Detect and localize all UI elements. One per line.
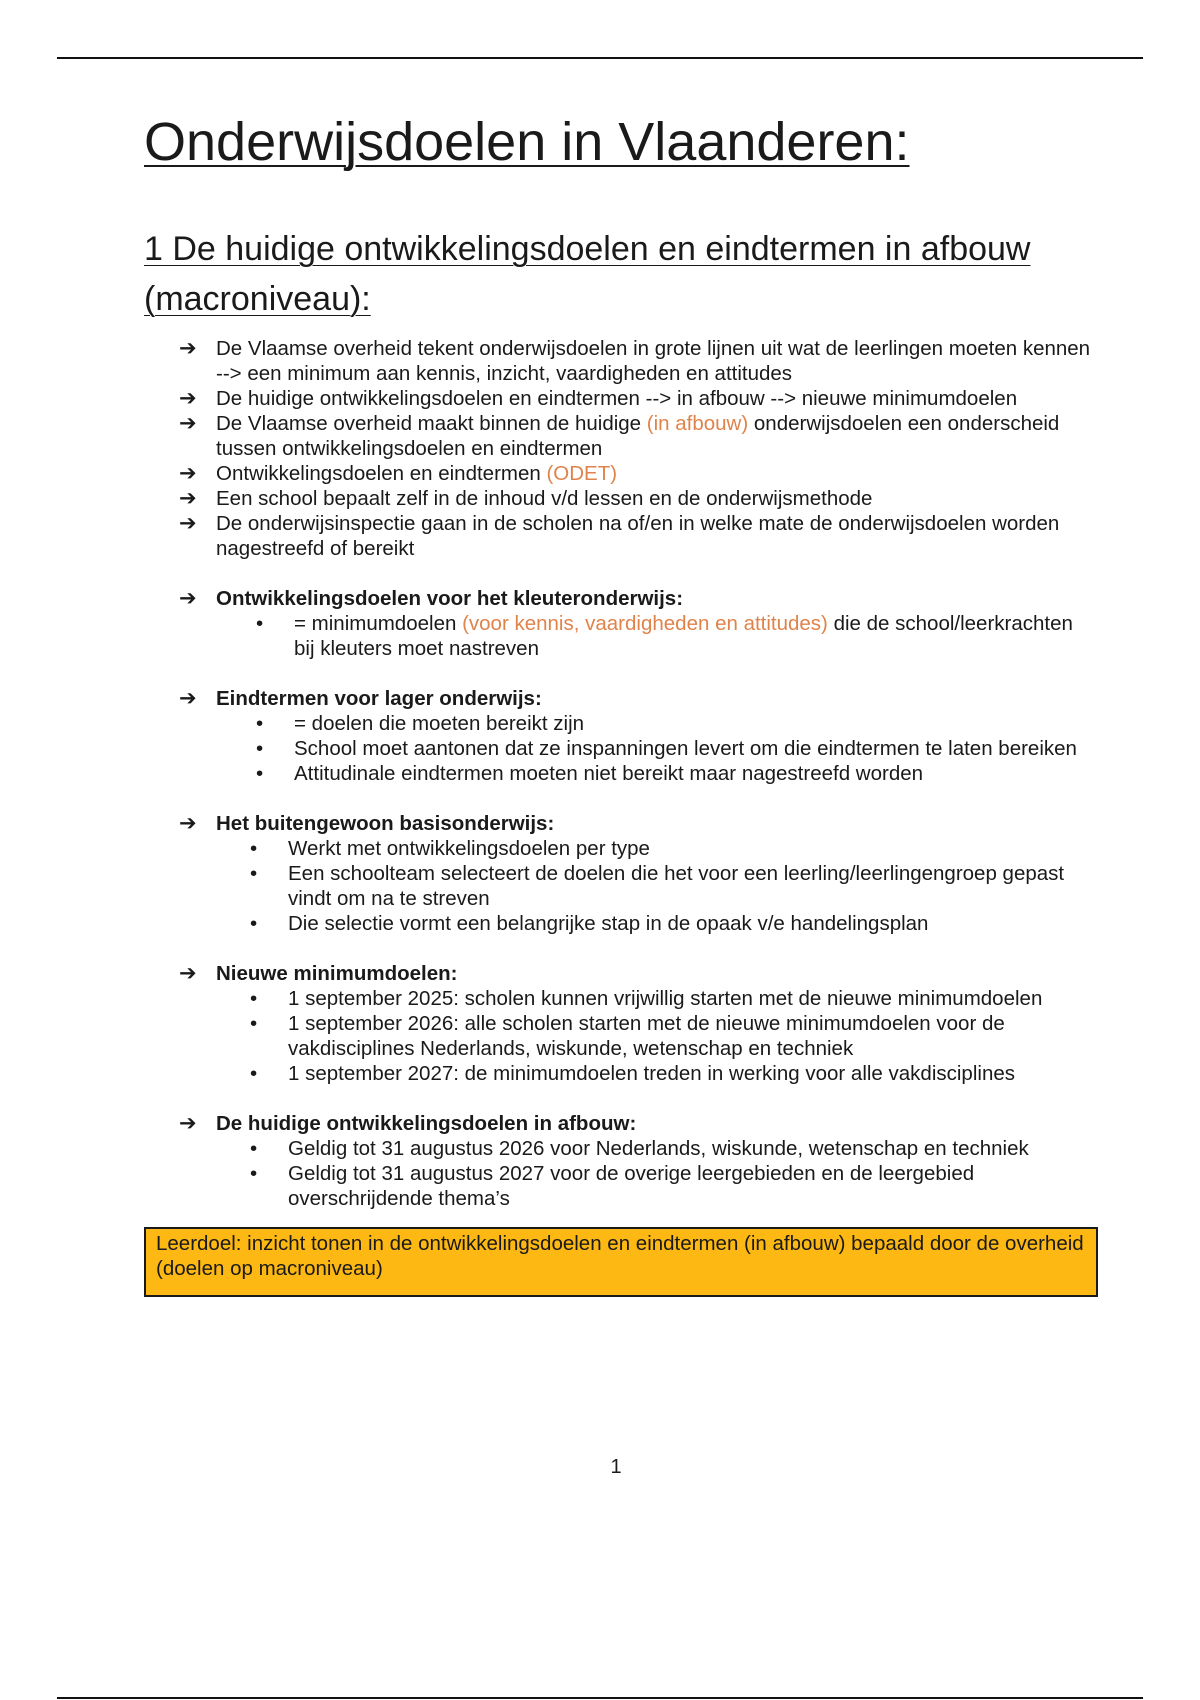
list-item xyxy=(144,411,1094,461)
section-heading: Ontwikkelingsdoelen voor het kleuteronderwijs: xyxy=(216,587,684,610)
bullet-icon: • xyxy=(256,712,264,735)
bullet-icon: • xyxy=(250,1012,258,1035)
section-heading: Nieuwe minimumdoelen: xyxy=(216,962,458,985)
section-heading: De huidige ontwikkelingsdoelen in afbouw: xyxy=(216,1112,637,1135)
bullet-list xyxy=(216,611,1094,661)
item-text: Een school bepaalt zelf in de inhoud v/d lessen en de onderwijsmethode xyxy=(216,487,873,510)
section-lager xyxy=(144,686,1094,786)
list-item xyxy=(144,1136,1094,1161)
list-item xyxy=(144,486,1094,511)
page-content xyxy=(144,104,1094,1297)
bullet-icon: • xyxy=(250,837,258,860)
arrow-icon: ➔ xyxy=(179,412,197,435)
top-rule xyxy=(57,57,1143,59)
arrow-icon: ➔ xyxy=(179,512,197,535)
item-text: 1 september 2027: de minimumdoelen treden in werking voor alle vakdisciplines xyxy=(288,1062,1015,1085)
highlight-text: (in afbouw) xyxy=(646,412,749,435)
list-item xyxy=(144,861,1094,911)
item-text: De huidige ontwikkelingsdoelen en eindtermen --> in afbouw --> nieuwe minimumdoelen xyxy=(216,387,1018,410)
bullet-list xyxy=(216,986,1094,1086)
bullet-list xyxy=(216,711,1094,786)
bullet-icon: • xyxy=(250,1137,258,1160)
list-item xyxy=(144,836,1094,861)
list-item xyxy=(144,1011,1094,1061)
section-minimumdoelen xyxy=(144,961,1094,1086)
item-text: onderwijsdoelen een onderscheid tussen ontwikkelingsdoelen en eindtermen xyxy=(216,412,1060,460)
arrow-icon: ➔ xyxy=(179,962,197,985)
bullet-icon: • xyxy=(250,912,258,935)
item-text: = minimumdoelen xyxy=(294,612,463,635)
item-text: Een schoolteam selecteert de doelen die het voor een leerling/leerlingengroep gepast vindt om na te streven xyxy=(288,862,1065,910)
item-text: Werkt met ontwikkelingsdoelen per type xyxy=(288,837,650,860)
highlight-text: (ODET) xyxy=(546,462,618,485)
list-item xyxy=(144,911,1094,936)
arrow-icon: ➔ xyxy=(179,687,197,710)
section-kleuter xyxy=(144,586,1094,661)
bottom-rule xyxy=(57,1697,1143,1699)
bullet-icon: • xyxy=(250,1062,258,1085)
section-heading: Eindtermen voor lager onderwijs: xyxy=(216,687,542,710)
item-text: 1 september 2025: scholen kunnen vrijwillig starten met de nieuwe minimumdoelen xyxy=(288,987,1043,1010)
item-text: Attitudinale eindtermen moeten niet bereikt maar nagestreefd worden xyxy=(294,762,924,785)
list-item xyxy=(144,461,1094,486)
item-text: die de school/leerkrachten bij kleuters moet nastreven xyxy=(294,612,1073,660)
item-text: 1 september 2026: alle scholen starten met de nieuwe minimumdoelen voor de vakdisciplines Nederlands, wiskunde, wetenschap en techniek xyxy=(288,1012,1005,1060)
arrow-icon: ➔ xyxy=(179,387,197,410)
item-text: Ontwikkelingsdoelen en eindtermen xyxy=(216,462,547,485)
arrow-icon: ➔ xyxy=(179,812,197,835)
item-text: De Vlaamse overheid maakt binnen de huidige xyxy=(216,412,647,435)
list-item xyxy=(144,1061,1094,1086)
list-item xyxy=(144,1161,1094,1211)
bullet-icon: • xyxy=(250,987,258,1010)
learning-goal-box: Leerdoel: inzicht tonen in de ontwikkelingsdoelen en eindtermen (in afbouw) bepaald door de overheid (doelen op macroniveau) xyxy=(144,1227,1098,1297)
bullet-icon: • xyxy=(250,1162,258,1185)
bullet-icon: • xyxy=(256,612,264,635)
item-text: Die selectie vormt een belangrijke stap in de opaak v/e handelingsplan xyxy=(288,912,929,935)
arrow-icon: ➔ xyxy=(179,462,197,485)
item-text: Geldig tot 31 augustus 2027 voor de overige leergebieden en de leergebied overschrijdende thema’s xyxy=(288,1162,975,1210)
list-item xyxy=(144,611,1094,661)
arrow-icon: ➔ xyxy=(179,487,197,510)
section-heading: Het buitengewoon basisonderwijs: xyxy=(216,812,555,835)
bullet-list xyxy=(216,836,1094,936)
list-item xyxy=(144,511,1094,561)
arrow-icon: ➔ xyxy=(179,337,197,360)
section-buitengewoon xyxy=(144,811,1094,936)
arrow-icon: ➔ xyxy=(179,587,197,610)
list-item xyxy=(144,336,1094,386)
list-item xyxy=(144,386,1094,411)
arrow-icon: ➔ xyxy=(179,1112,197,1135)
item-text: School moet aantonen dat ze inspanningen levert om die eindtermen te laten bereiken xyxy=(294,737,1077,760)
bullet-icon: • xyxy=(256,737,264,760)
item-text: De onderwijsinspectie gaan in de scholen na of/en in welke mate de onderwijsdoelen worden nagestreefd of bereikt xyxy=(216,512,1060,560)
bullet-icon: • xyxy=(250,862,258,885)
bullet-icon: • xyxy=(256,762,264,785)
item-text: De Vlaamse overheid tekent onderwijsdoelen in grote lijnen uit wat de leerlingen moeten kennen --> een minimum aan kennis, inzicht, vaardigheden en attitudes xyxy=(216,337,1091,385)
list-item xyxy=(144,736,1094,761)
intro-list xyxy=(144,336,1094,561)
section-afbouw xyxy=(144,1111,1094,1211)
bullet-list xyxy=(216,1136,1094,1211)
page-title: Onderwijsdoelen in Vlaanderen: xyxy=(144,112,910,172)
item-text: Geldig tot 31 augustus 2026 voor Nederlands, wiskunde, wetenschap en techniek xyxy=(288,1137,1029,1160)
item-text: = doelen die moeten bereikt zijn xyxy=(294,712,585,735)
list-item xyxy=(144,761,1094,786)
section-title: 1 De huidige ontwikkelingsdoelen en eindtermen in afbouw (macroniveau): xyxy=(144,230,1031,318)
list-item xyxy=(144,986,1094,1011)
page-number: 1 xyxy=(610,1456,622,1478)
highlight-text: (voor kennis, vaardigheden en attitudes) xyxy=(462,612,828,635)
list-item xyxy=(144,711,1094,736)
